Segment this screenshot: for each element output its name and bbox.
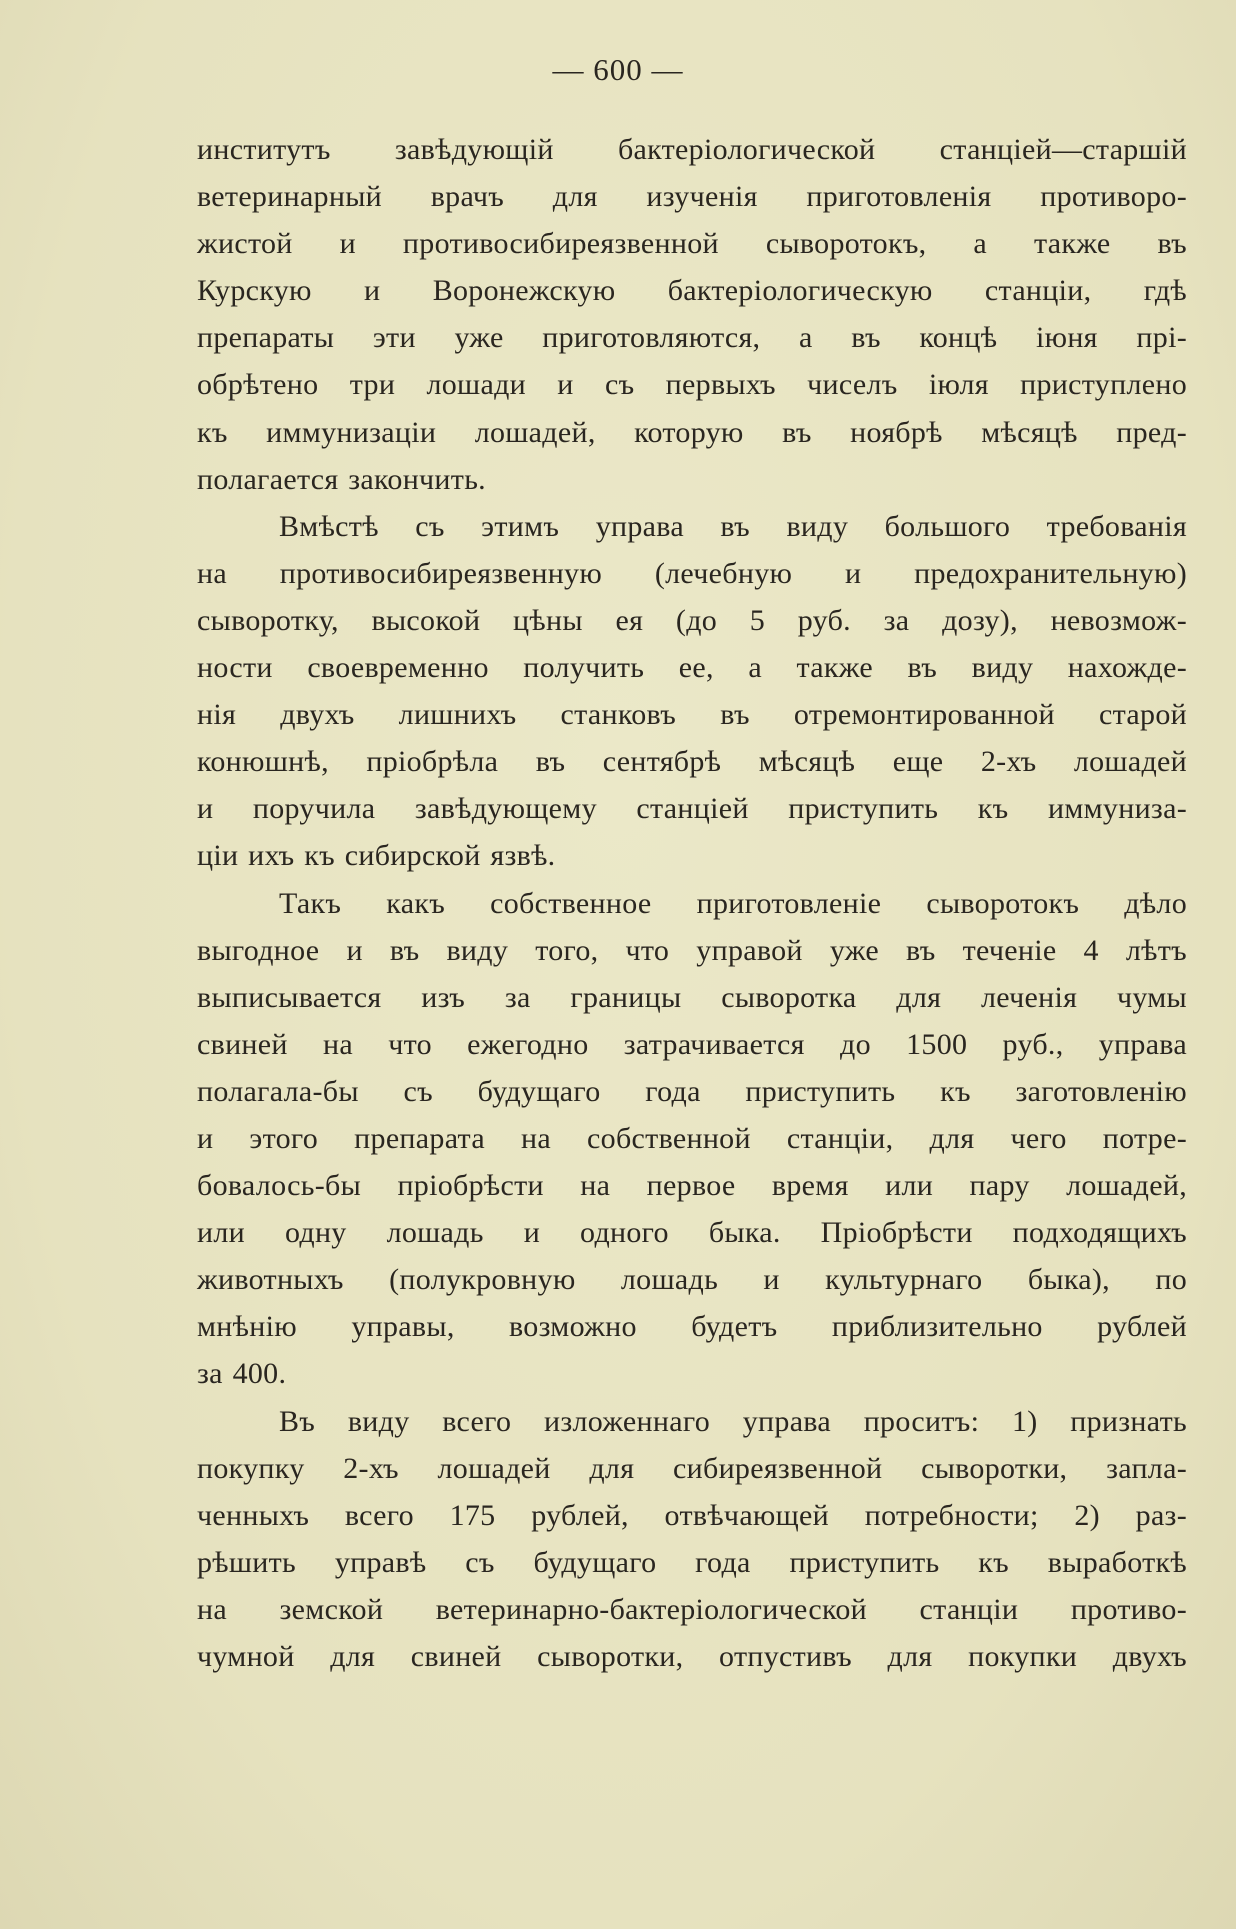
text-line: и этого препарата на собственной станціи, для чего потре-	[197, 1121, 1187, 1155]
text-line: мнѣнію управы, возможно будетъ приблизительно рублей	[197, 1310, 1187, 1344]
text-line: или одну лошадь и одного быка. Пріобрѣсти подходящихъ	[197, 1216, 1187, 1250]
text-line: ветеринарный врачъ для изученія приготовленія противоро-	[197, 180, 1187, 214]
body-text	[197, 126, 1187, 1680]
text-line: бовалось-бы пріобрѣсти на первое время или пару лошадей,	[197, 1169, 1187, 1203]
text-line: ціи ихъ къ сибирской язвѣ.	[197, 839, 556, 873]
text-line: полагается закончить.	[197, 462, 486, 496]
text-line: чумной для свиней сыворотки, отпустивъ для покупки двухъ	[197, 1640, 1187, 1673]
paragraph	[197, 1398, 1187, 1681]
text-line: покупку 2-хъ лошадей для сибиреязвенной сыворотки, запла-	[197, 1451, 1187, 1485]
text-line: къ иммунизаціи лошадей, которую въ ноябрѣ мѣсяцѣ пред-	[197, 415, 1187, 449]
text-line: и поручила завѣдующему станціей приступить къ иммуниза-	[197, 792, 1187, 826]
text-line: ности своевременно получить ее, а также въ виду нахожде-	[197, 651, 1187, 685]
text-line: выписывается изъ за границы сыворотка для леченія чумы	[197, 980, 1187, 1014]
paragraph	[197, 880, 1187, 1398]
text-line: институтъ завѣдующій бактеріологической станціей—старшій	[197, 133, 1187, 166]
text-line: сыворотку, высокой цѣны ея (до 5 руб. за дозу), невозмож-	[197, 603, 1187, 637]
text-line: свиней на что ежегодно затрачивается до 1500 руб., управа	[197, 1027, 1187, 1061]
text-line: животныхъ (полукровную лошадь и культурнаго быка), по	[197, 1263, 1187, 1297]
paragraph	[197, 503, 1187, 880]
text-line: Такъ какъ собственное приготовленіе сыворотокъ дѣло	[279, 886, 1187, 920]
text-line: рѣшить управѣ съ будущаго года приступить къ выработкѣ	[197, 1545, 1187, 1579]
text-line: ченныхъ всего 175 рублей, отвѣчающей потребности; 2) раз-	[197, 1498, 1187, 1532]
text-line: нія двухъ лишнихъ станковъ въ отремонтированной старой	[197, 698, 1187, 732]
text-line: полагала-бы съ будущаго года приступить къ заготовленію	[197, 1074, 1187, 1108]
text-line: Вмѣстѣ съ этимъ управа въ виду большого требованія	[279, 509, 1187, 543]
text-line: Въ виду всего изложеннаго управа проситъ: 1) признать	[279, 1404, 1187, 1438]
page-number: — 600 —	[552, 52, 684, 87]
text-line: на противосибиреязвенную (лечебную и предохранительную)	[197, 556, 1187, 590]
text-line: выгодное и въ виду того, что управой уже въ теченіе 4 лѣтъ	[197, 933, 1187, 967]
text-line: Курскую и Воронежскую бактеріологическую станціи, гдѣ	[197, 274, 1187, 308]
text-line: обрѣтено три лошади и съ первыхъ чиселъ іюля приступлено	[197, 368, 1187, 402]
text-line: конюшнѣ, пріобрѣла въ сентябрѣ мѣсяцѣ еще 2-хъ лошадей	[197, 745, 1187, 779]
paragraph	[197, 126, 1187, 503]
text-line: за 400.	[197, 1357, 287, 1391]
text-line: жистой и противосибиреязвенной сывоpотокъ, а также въ	[197, 227, 1187, 261]
text-line: препараты эти уже приготовляются, а въ концѣ іюня прі-	[197, 321, 1187, 355]
text-line: на земской ветеринарно-бактеріологической станціи противо-	[197, 1592, 1187, 1626]
